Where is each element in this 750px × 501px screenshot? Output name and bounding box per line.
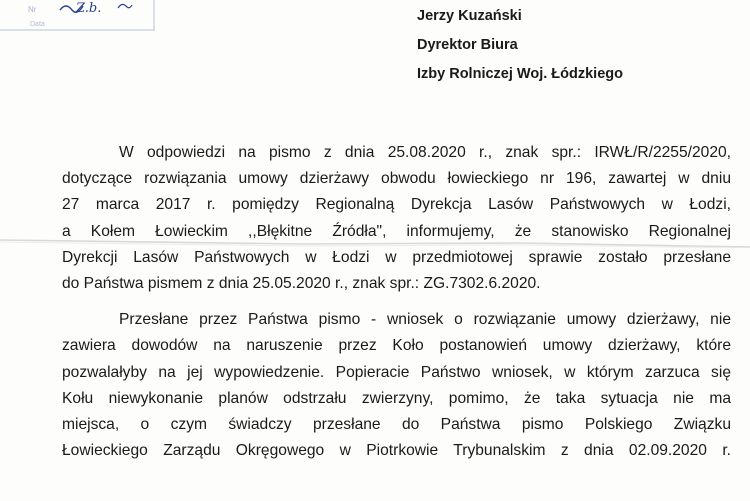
stamp-date-label: Data <box>30 21 45 28</box>
paragraph-2-line: pozwalałyby na jej wypowiedzenie. Popieracie Państwo wniosek, w którym zarzuca się <box>62 363 731 381</box>
paragraph-1-line: 27 marca 2017 r. pomiędzy Regionalną Dyrekcja Lasów Państwowych w Łodzi, <box>62 196 731 214</box>
paragraph-1-line: dotyczące rozwiązania umowy dzierżawy obwodu łowieckiego nr 196, zawartej w dniu <box>62 170 731 188</box>
recipient-institution: Izby Rolniczej Woj. Łódzkiego <box>417 66 623 82</box>
paragraph-1-line: do Państwa pismem z dnia 25.05.2020 r., znak spr.: ZG.7302.6.2020. <box>62 275 541 293</box>
paragraph-2-line: Przesłane przez Państwa pismo - wniosek o rozwiązanie umowy dzierżawy, nie <box>119 311 731 329</box>
paragraph-2-line: Kołu niewykonanie planów odstrzału zwierzyny, pomimo, że taka sytuacja nie ma <box>62 389 731 407</box>
stamp-handwritten-note: Z.b. <box>76 1 102 16</box>
paragraph-1-line: W odpowiedzi na pismo z dnia 25.08.2020 r., znak spr.: IRWŁ/R/2255/2020, <box>119 144 731 161</box>
letter-body <box>62 140 731 464</box>
registration-stamp <box>0 0 155 34</box>
paragraph-2-line: zawiera dowodów na naruszenie przez Koło postanowień umowy dzierżawy, które <box>62 337 731 355</box>
paragraph-1-line: Dyrekcji Lasów Państwowych w Łodzi w przedmiotowej sprawie zostało przesłane <box>62 248 731 266</box>
recipient-block <box>417 2 623 89</box>
paragraph-2-line: miejsca, o czym świadczy przesłane do Państwa pismo Polskiego Związku <box>62 416 731 434</box>
paragraph-1 <box>62 140 731 297</box>
recipient-title: Dyrektor Biura <box>417 37 518 53</box>
stamp-nr-label: Nr <box>28 5 37 14</box>
paragraph-gap <box>62 297 731 307</box>
recipient-name: Jerzy Kuzański <box>417 8 522 24</box>
paragraph-1-line: a Kołem Łowieckim ,,Błękitne Źródła", informujemy, że stanowisko Regionalnej <box>62 222 731 240</box>
paragraph-2-line: Łowieckiego Zarządu Okręgowego w Piotrkowie Trybunalskim z dnia 02.09.2020 r. <box>62 442 731 460</box>
paragraph-2 <box>62 307 731 464</box>
